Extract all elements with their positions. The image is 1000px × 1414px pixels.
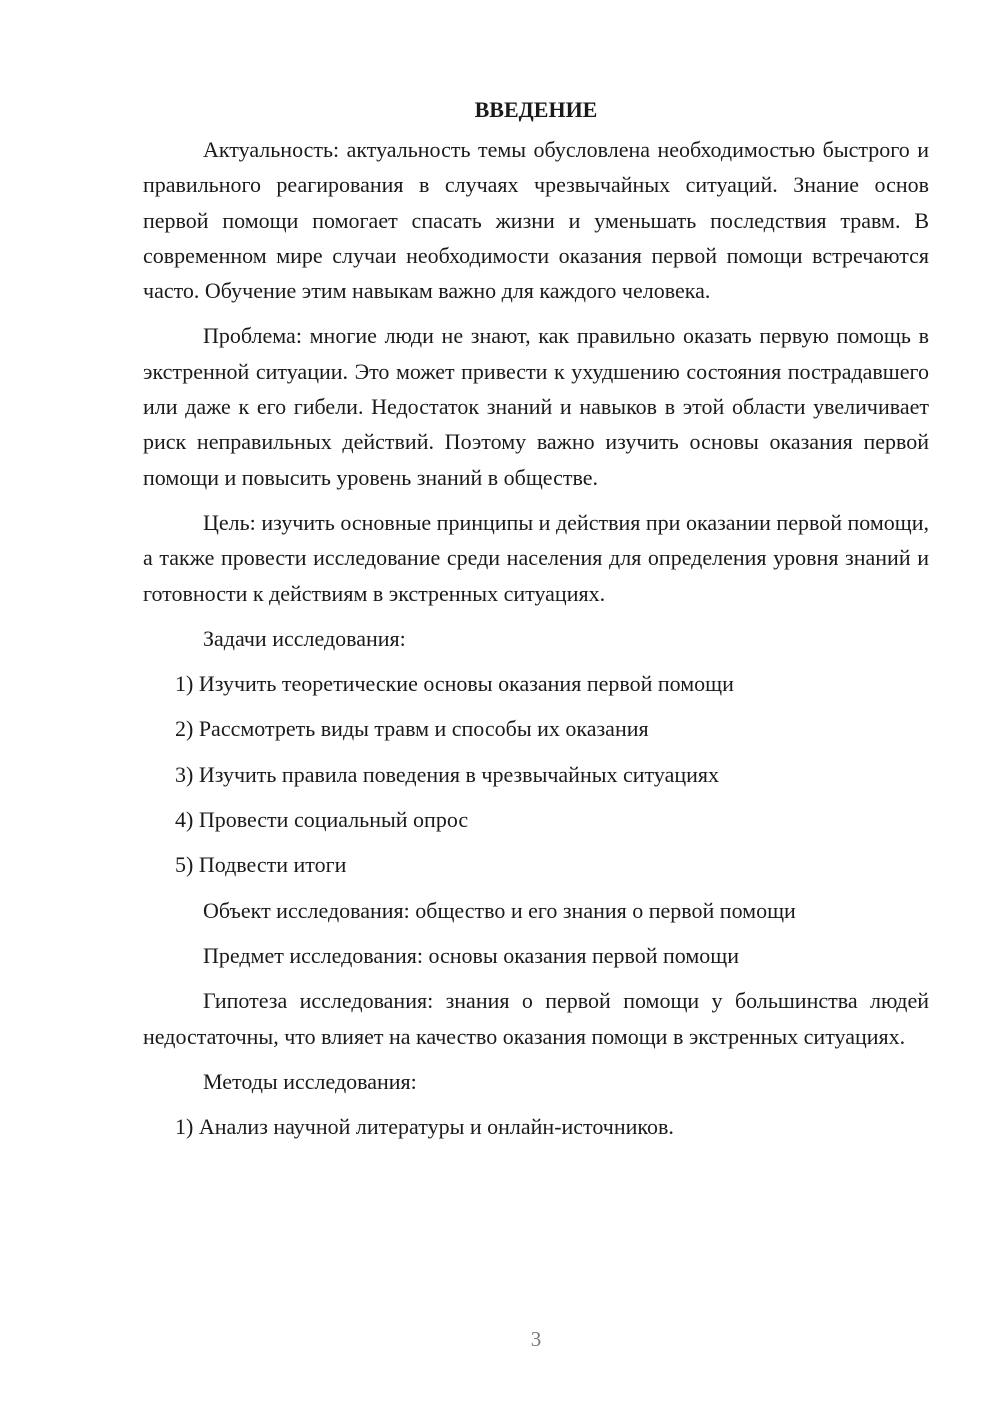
- tasks-label: Задачи исследования:: [203, 625, 406, 651]
- tasks-list: [143, 666, 929, 882]
- list-item: 1) Изучить теоретические основы оказания первой помощи: [175, 671, 734, 697]
- goal-paragraph: Цель: изучить основные принципы и действия при оказании первой помощи, а также провести исследование среди населения для определения уровня знаний и готовности к действиям в экстренных ситуациях.: [143, 509, 929, 606]
- list-item: 2) Рассмотреть виды травм и способы их оказания: [175, 716, 649, 742]
- page-content: [143, 92, 929, 1154]
- methods-label: Методы исследования:: [203, 1068, 417, 1094]
- hypothesis-paragraph: Гипотеза исследования: знания о первой помощи у большинства людей недостаточны, что влияет на качество оказания помощи в экстренных ситуациях.: [143, 988, 929, 1049]
- page-number: 3: [530, 1327, 542, 1351]
- problem-paragraph: Проблема: многие люди не знают, как правильно оказать первую помощь в экстренной ситуации. Это может привести к ухудшению состояния пострадавшего или даже к его гибели. Недостаток знаний и навыков в этой области увеличивает риск неправильных действий. Поэтому важно изучить основы оказания первой помощи и повысить уровень знаний в обществе.: [143, 323, 929, 490]
- object-line: Объект исследования: общество и его знания о первой помощи: [203, 897, 796, 923]
- relevance-paragraph: Актуальность: актуальность темы обусловлена необходимостью быстрого и правильного реагирования в случаях чрезвычайных ситуаций. Знание основ первой помощи помогает спасать жизни и уменьшать последствия травм. В современном мире случаи необходимости оказания первой помощи встречаются часто. Обучение этим навыкам важно для каждого человека.: [143, 137, 929, 304]
- section-heading: ВВЕДЕНИЕ: [474, 97, 598, 122]
- list-item: 5) Подвести итоги: [175, 852, 347, 878]
- list-item: 1) Анализ научной литературы и онлайн-источников.: [175, 1114, 674, 1140]
- list-item: 3) Изучить правила поведения в чрезвычайных ситуациях: [175, 761, 720, 787]
- subject-line: Предмет исследования: основы оказания первой помощи: [203, 942, 739, 968]
- list-item: 4) Провести социальный опрос: [175, 807, 469, 833]
- methods-list: [143, 1109, 929, 1144]
